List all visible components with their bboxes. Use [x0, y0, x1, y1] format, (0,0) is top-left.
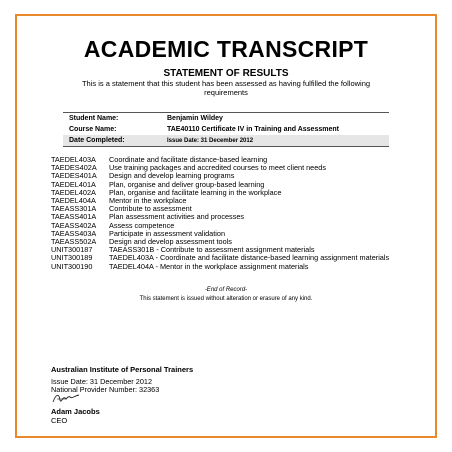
list-item: [51, 213, 391, 221]
unit-code: TAEDES402A: [51, 163, 97, 173]
provider-number: National Provider Number: 32363: [51, 385, 160, 394]
end-of-record: -End of Record-: [204, 287, 248, 293]
document-title: ACADEMIC TRANSCRIPT: [83, 36, 369, 62]
unit-code: TAEASS401A: [51, 212, 97, 222]
student-name-value: Benjamin Wildey: [167, 115, 223, 122]
unit-description: Assess competence: [109, 220, 175, 230]
signer-title: CEO: [51, 416, 68, 425]
unit-code: TAEDES401A: [51, 171, 97, 181]
list-item: [51, 197, 391, 205]
unit-description: Mentor in the workplace: [109, 196, 187, 206]
unit-description: Use training packages and accredited courses to meet client needs: [109, 163, 327, 173]
student-name-label: Student Name:: [69, 115, 119, 122]
unit-code: TAEASS402A: [51, 220, 97, 230]
unit-code: TAEASS301A: [51, 204, 97, 214]
footer-issue-date: Issue Date: 31 December 2012: [51, 377, 152, 386]
course-name-label: Course Name:: [69, 126, 117, 133]
document-subtitle: STATEMENT OF RESULTS: [163, 68, 289, 79]
unit-description: Participate in assessment validation: [109, 228, 225, 238]
list-item: [51, 189, 391, 197]
unit-description: Design and develop learning programs: [109, 171, 235, 181]
unit-code: TAEDEL404A: [51, 196, 96, 206]
unit-description: Plan assessment activities and processes: [109, 212, 245, 222]
unit-code: TAEASS403A: [51, 228, 97, 238]
units-list: [51, 156, 391, 271]
date-completed-label: Date Completed:: [69, 137, 125, 144]
unit-code: TAEDEL402A: [51, 187, 96, 197]
unit-code: TAEASS502A: [51, 237, 97, 247]
course-name-row: [63, 124, 389, 135]
unit-description: TAEDEL403A - Coordinate and facilitate distance-based learning assignment materials: [109, 253, 390, 263]
unit-code: UNIT300189: [51, 253, 93, 263]
unit-code: TAEDEL401A: [51, 179, 96, 189]
list-item: [51, 263, 391, 271]
student-name-row: [63, 113, 389, 124]
issued-note: This statement is issued without alteration or erasure of any kind.: [139, 296, 313, 302]
unit-description: Design and develop assessment tools: [109, 237, 232, 247]
student-details: [63, 112, 389, 147]
signer-name: Adam Jacobs: [51, 407, 100, 416]
organisation-name: Australian Institute of Personal Trainers: [51, 365, 194, 374]
unit-description: TAEDEL404A - Mentor in the workplace assignment materials: [109, 261, 309, 271]
date-completed-value: Issue Date: 31 December 2012: [167, 137, 254, 144]
unit-code: UNIT300187: [51, 245, 93, 255]
intro-text: This is a statement that this student has been assessed as having fulfilled the following requirements: [81, 79, 371, 97]
date-completed-row: [63, 135, 389, 146]
unit-description: Plan, organise and facilitate learning in the workplace: [109, 187, 282, 197]
unit-description: Plan, organise and deliver group-based learning: [109, 179, 265, 189]
signature-image: [51, 391, 81, 405]
unit-code: TAEDEL403A: [51, 155, 96, 164]
unit-description: Contribute to assessment: [109, 204, 192, 214]
course-name-value: TAE40110 Certificate IV in Training and Assessment: [167, 126, 339, 133]
unit-description: Coordinate and facilitate distance-based learning: [109, 155, 268, 164]
unit-code: UNIT300190: [51, 261, 93, 271]
unit-description: TAEASS301B - Contribute to assessment assignment materials: [109, 245, 315, 255]
